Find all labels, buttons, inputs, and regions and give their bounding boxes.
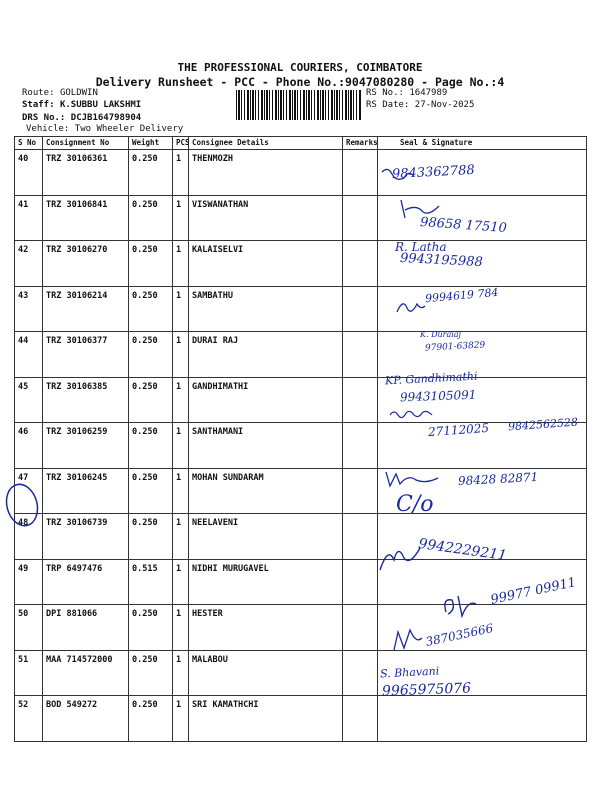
signature-46-mark [388, 407, 434, 423]
signature-48-phone: 98428 82871 [457, 469, 539, 489]
signature-51-mark [390, 626, 426, 654]
row-consignee: SRI KAMATHCHI [189, 696, 343, 742]
signature-48-note: C/o [396, 492, 434, 517]
table-row [15, 150, 587, 196]
col-consignee: Consignee Details [189, 137, 343, 150]
row-pcs: 1 [173, 286, 189, 332]
row-consignment-no: MAA 714572000 [43, 650, 129, 696]
col-remarks: Remarks [343, 137, 378, 150]
staff-label: Staff: [22, 100, 55, 110]
rs-date-value: 27-Nov-2025 [414, 100, 475, 110]
row-sno: 48 [15, 514, 43, 560]
row-consignee: THENMOZH [189, 150, 343, 196]
row-consignment-no: TRP 6497476 [43, 559, 129, 605]
row-weight: 0.250 [129, 150, 173, 196]
signature-42-phone: 9943195988 [399, 250, 484, 271]
table-row [15, 286, 587, 332]
col-consignment: Consignment No [43, 137, 129, 150]
row-pcs: 1 [173, 514, 189, 560]
vehicle-label: Vehicle: [26, 124, 70, 134]
signature-48-mark [382, 468, 442, 490]
row-consignment-no: TRZ 30106385 [43, 377, 129, 423]
route-label: Route: [22, 88, 55, 98]
row-sno: 42 [15, 241, 43, 287]
row-remarks [343, 468, 378, 514]
table-header-row [15, 137, 587, 150]
row-sno: 51 [15, 650, 43, 696]
row-weight: 0.250 [129, 332, 173, 378]
row-consignee: NEELAVENI [189, 514, 343, 560]
barcode [236, 90, 362, 120]
row-consignee: SAMBATHU [189, 286, 343, 332]
row-weight: 0.250 [129, 241, 173, 287]
row-remarks [343, 150, 378, 196]
rs-date-label: RS Date: [366, 100, 410, 110]
signature-40-mark [378, 164, 418, 192]
signature-45-name: KP. Gandhimathi [384, 369, 478, 388]
rs-no-line [366, 88, 447, 98]
signature-42-name: R. Latha [395, 240, 447, 254]
table-row [15, 377, 587, 423]
signature-46-date: 27112025 [427, 420, 490, 440]
row-pcs: 1 [173, 195, 189, 241]
row-weight: 0.250 [129, 286, 173, 332]
row-remarks [343, 650, 378, 696]
row-pcs: 1 [173, 605, 189, 651]
row-consignee: KALAISELVI [189, 241, 343, 287]
row-sno: 46 [15, 423, 43, 469]
signature-52-name: S. Bhavani [379, 664, 440, 681]
signature-50-phone: 99977 09911 [489, 575, 578, 608]
row-sno: 50 [15, 605, 43, 651]
row-consignee: VISWANATHAN [189, 195, 343, 241]
signature-44-name: K. Duraiaj [420, 330, 462, 339]
row-weight: 0.250 [129, 195, 173, 241]
rs-no-value: 1647989 [409, 88, 448, 98]
row-weight: 0.250 [129, 377, 173, 423]
signature-43-phone: 9994619 784 [424, 285, 499, 306]
runsheet-subtitle: Delivery Runsheet - PCC - Phone No.:9047080280 - Page No.:4 [95, 75, 505, 89]
row-consignment-no: TRZ 30106377 [43, 332, 129, 378]
signature-46-phone: 9842562528 [507, 415, 579, 434]
row-remarks [343, 559, 378, 605]
col-sno: S No [15, 137, 43, 150]
row-weight: 0.250 [129, 468, 173, 514]
signature-44-phone: 97901-63829 [424, 340, 486, 354]
signature-52-phone: 9965975076 [381, 680, 472, 700]
row-consignment-no: DPI 881066 [43, 605, 129, 651]
row-remarks [343, 241, 378, 287]
table-row [15, 241, 587, 287]
row-pcs: 1 [173, 423, 189, 469]
row-sno: 43 [15, 286, 43, 332]
row-consignee: GANDHIMATHI [189, 377, 343, 423]
row-weight: 0.250 [129, 423, 173, 469]
row-consignee: MALABOU [189, 650, 343, 696]
table-row [15, 650, 587, 696]
table-row [15, 423, 587, 469]
table-row [15, 332, 587, 378]
signature-40: 9843362788 [391, 162, 476, 183]
row-sno: 45 [15, 377, 43, 423]
row-pcs: 1 [173, 377, 189, 423]
rs-no-label: RS No.: [366, 88, 404, 98]
circled-row-mark [2, 480, 42, 530]
row-seal-signature [378, 332, 587, 378]
rs-date-line [366, 100, 474, 110]
row-pcs: 1 [173, 650, 189, 696]
row-weight: 0.250 [129, 696, 173, 742]
col-weight: Weight [129, 137, 173, 150]
row-pcs: 1 [173, 332, 189, 378]
drs-line [22, 113, 141, 123]
row-weight: 0.250 [129, 514, 173, 560]
row-pcs: 1 [173, 241, 189, 287]
signature-49-mark [376, 540, 424, 574]
row-sno: 40 [15, 150, 43, 196]
row-consignment-no: TRZ 30106361 [43, 150, 129, 196]
row-remarks [343, 195, 378, 241]
signature-41-phone: 98658 17510 [419, 214, 508, 237]
row-consignment-no: TRZ 30106841 [43, 195, 129, 241]
signature-43-mark [393, 296, 427, 318]
row-sno: 41 [15, 195, 43, 241]
row-remarks [343, 332, 378, 378]
staff-line [22, 100, 141, 110]
table-row [15, 696, 587, 742]
row-consignment-no: TRZ 30106739 [43, 514, 129, 560]
route-value: GOLDWIN [59, 88, 98, 98]
row-weight: 0.250 [129, 650, 173, 696]
signature-50-mark [440, 590, 480, 620]
row-consignment-no: TRZ 30106245 [43, 468, 129, 514]
signature-51-phone: 387035666 [424, 621, 495, 649]
row-remarks [343, 423, 378, 469]
drs-value: DCJB164798904 [70, 113, 142, 123]
row-consignment-no: TRZ 30106270 [43, 241, 129, 287]
col-pcs: PCS [173, 137, 189, 150]
row-sno: 47 [15, 468, 43, 514]
row-weight: 0.250 [129, 605, 173, 651]
row-consignment-no: TRZ 30106214 [43, 286, 129, 332]
row-weight: 0.515 [129, 559, 173, 605]
row-pcs: 1 [173, 696, 189, 742]
drs-label: DRS No.: [22, 113, 66, 123]
row-remarks [343, 696, 378, 742]
vehicle-value: Two Wheeler Delivery [74, 124, 184, 134]
row-pcs: 1 [173, 150, 189, 196]
row-consignment-no: TRZ 30106259 [43, 423, 129, 469]
row-consignee: SANTHAMANI [189, 423, 343, 469]
signature-49-phone: 9942229211 [417, 535, 508, 565]
row-remarks [343, 514, 378, 560]
row-sno: 49 [15, 559, 43, 605]
signature-45-phone: 9943105091 [399, 387, 477, 405]
row-sno: 44 [15, 332, 43, 378]
company-title: THE PROFESSIONAL COURIERS, COIMBATORE [177, 61, 423, 74]
row-remarks [343, 286, 378, 332]
row-remarks [343, 605, 378, 651]
staff-value: K.SUBBU LAKSHMI [59, 100, 142, 110]
table-row [15, 605, 587, 651]
row-seal-signature [378, 696, 587, 742]
row-remarks [343, 377, 378, 423]
row-consignment-no: BOD 549272 [43, 696, 129, 742]
row-consignee: NIDHI MURUGAVEL [189, 559, 343, 605]
route-line [22, 88, 98, 98]
row-pcs: 1 [173, 468, 189, 514]
row-consignee: DURAI RAJ [189, 332, 343, 378]
row-consignee: HESTER [189, 605, 343, 651]
col-seal-signature: Seal & Signature [378, 137, 587, 150]
row-pcs: 1 [173, 559, 189, 605]
row-sno: 52 [15, 696, 43, 742]
vehicle-line [26, 124, 183, 134]
row-consignee: MOHAN SUNDARAM [189, 468, 343, 514]
